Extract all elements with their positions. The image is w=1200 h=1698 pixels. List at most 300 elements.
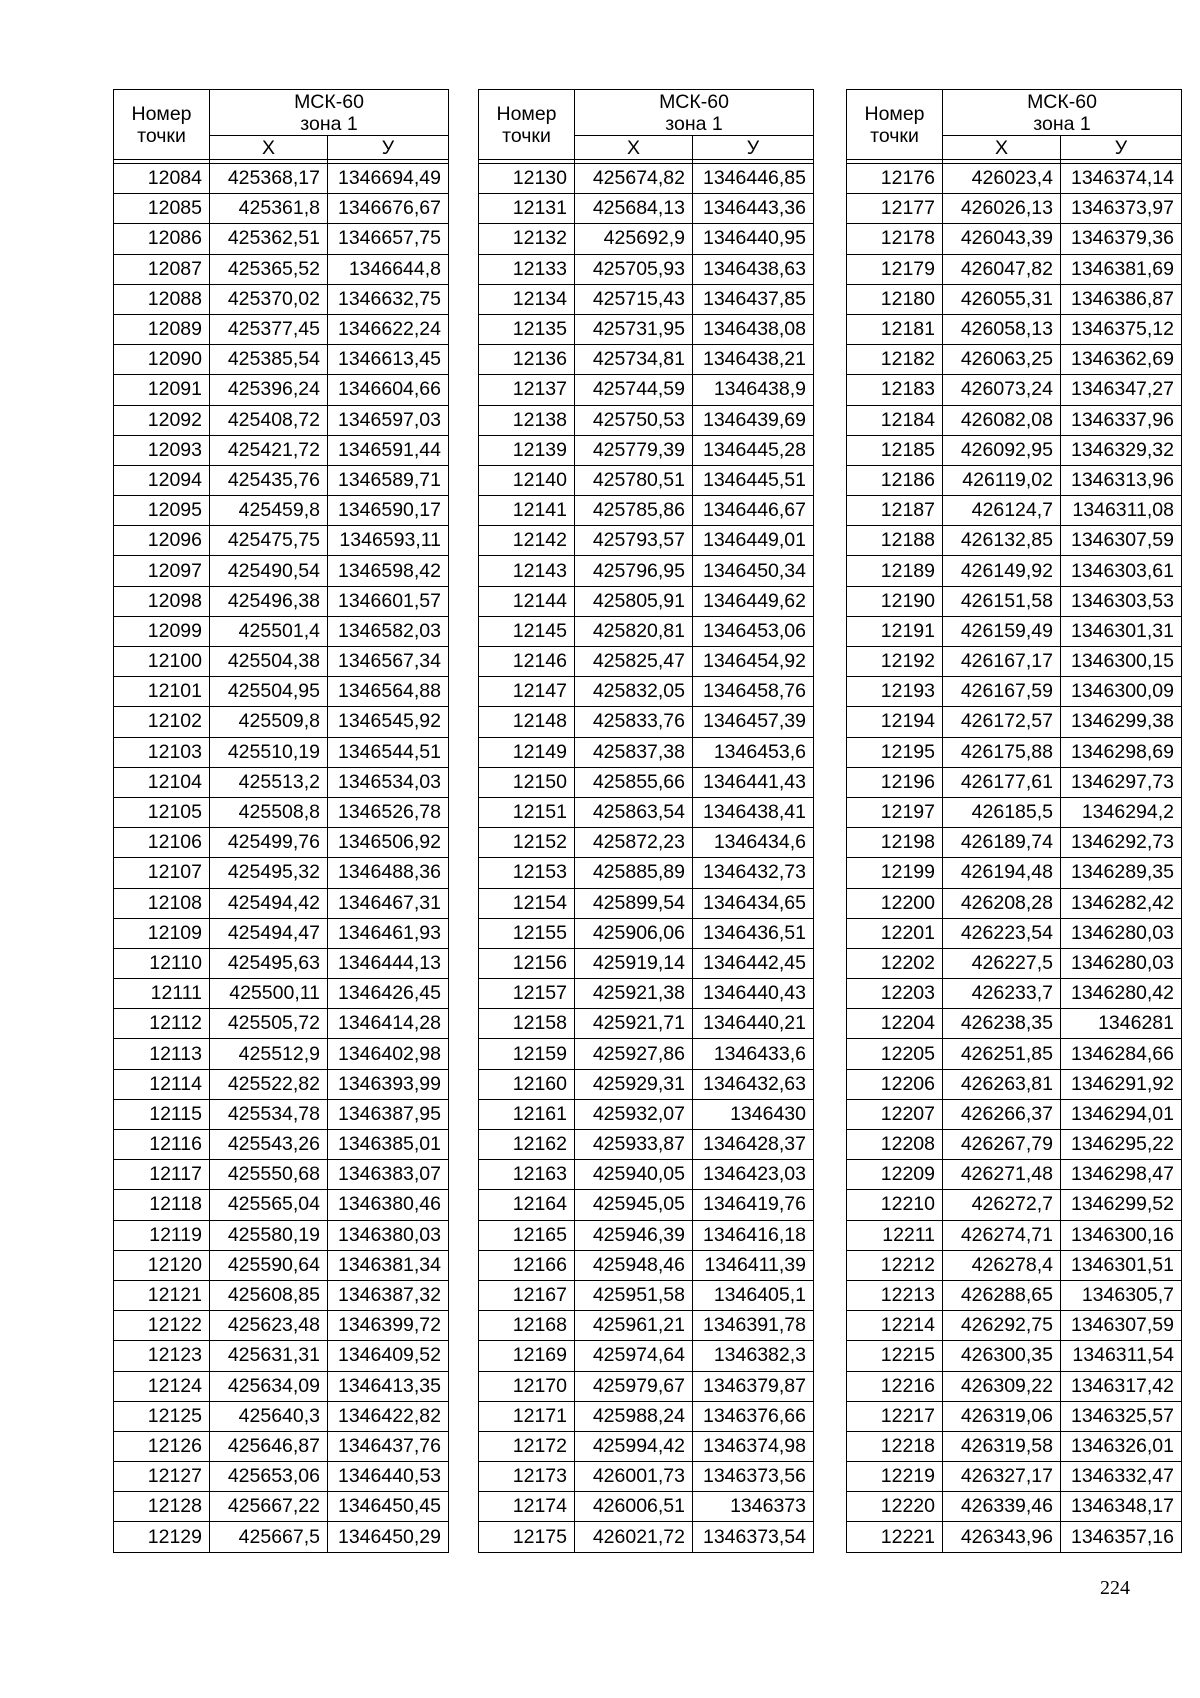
table-row [847,1190,1182,1220]
x-coordinate-cell: 425779,39 [575,435,693,465]
x-coordinate-cell: 425504,95 [210,677,328,707]
y-coordinate-cell: 1346280,03 [1061,918,1182,948]
x-coordinate-cell: 426006,51 [575,1492,693,1522]
point-number-cell: 12219 [847,1462,943,1492]
x-coordinate-cell: 426124,7 [943,496,1061,526]
table-row [847,164,1182,194]
point-number-cell: 12141 [479,496,575,526]
x-coordinate-cell: 426274,71 [943,1220,1061,1250]
y-coordinate-cell: 1346373 [693,1492,814,1522]
table-row [847,888,1182,918]
x-coordinate-cell: 425940,05 [575,1160,693,1190]
table-row [479,737,814,767]
x-coordinate-cell: 425608,85 [210,1280,328,1310]
table-row [114,405,449,435]
y-coordinate-cell: 1346438,41 [693,797,814,827]
point-number-cell: 12204 [847,1009,943,1039]
table-row [479,979,814,1009]
table-row [847,254,1182,284]
y-coordinate-cell: 1346385,01 [328,1130,449,1160]
point-number-cell: 12094 [114,465,210,495]
y-coordinate-cell: 1346301,31 [1061,616,1182,646]
point-number-cell: 12120 [114,1250,210,1280]
x-coordinate-cell: 426159,49 [943,616,1061,646]
y-coordinate-cell: 1346292,73 [1061,828,1182,858]
x-coordinate-cell: 425832,05 [575,677,693,707]
table-row [479,284,814,314]
y-coordinate-cell: 1346291,92 [1061,1069,1182,1099]
table-row [479,616,814,646]
x-coordinate-cell: 425653,06 [210,1462,328,1492]
table-row [847,496,1182,526]
x-coordinate-cell: 426021,72 [575,1522,693,1552]
x-coordinate-cell: 425459,8 [210,496,328,526]
point-number-cell: 12097 [114,556,210,586]
table-row [847,979,1182,1009]
y-coordinate-cell: 1346598,42 [328,556,449,586]
y-coordinate-cell: 1346590,17 [328,496,449,526]
y-coordinate-cell: 1346300,16 [1061,1220,1182,1250]
x-column-header: Х [210,136,328,160]
table-row [847,1039,1182,1069]
point-number-cell: 12085 [114,194,210,224]
point-number-cell: 12109 [114,918,210,948]
x-coordinate-cell: 425715,43 [575,284,693,314]
table-row [479,465,814,495]
y-column-header: У [693,136,814,160]
point-number-cell: 12139 [479,435,575,465]
table-row [847,1069,1182,1099]
table-row [847,647,1182,677]
y-coordinate-cell: 1346393,99 [328,1069,449,1099]
x-coordinate-cell: 426263,81 [943,1069,1061,1099]
table-row [479,1341,814,1371]
x-coordinate-cell: 426026,13 [943,194,1061,224]
point-number-cell: 12091 [114,375,210,405]
point-number-cell: 12151 [479,797,575,827]
table-row [114,556,449,586]
point-number-cell: 12174 [479,1492,575,1522]
table-row [847,224,1182,254]
point-number-cell: 12166 [479,1250,575,1280]
point-number-cell: 12221 [847,1522,943,1552]
point-number-cell: 12104 [114,767,210,797]
point-number-header: Номер точки [479,90,575,160]
y-coordinate-cell: 1346449,62 [693,586,814,616]
y-coordinate-cell: 1346694,49 [328,164,449,194]
y-coordinate-cell: 1346289,35 [1061,858,1182,888]
x-coordinate-cell: 425674,82 [575,164,693,194]
point-number-cell: 12211 [847,1220,943,1250]
y-coordinate-cell: 1346450,45 [328,1492,449,1522]
table-row [114,1009,449,1039]
x-coordinate-cell: 425921,38 [575,979,693,1009]
x-coordinate-cell: 425948,46 [575,1250,693,1280]
y-coordinate-cell: 1346438,21 [693,345,814,375]
y-coordinate-cell: 1346437,85 [693,284,814,314]
point-number-cell: 12090 [114,345,210,375]
y-coordinate-cell: 1346337,96 [1061,405,1182,435]
x-coordinate-cell: 425667,22 [210,1492,328,1522]
y-coordinate-cell: 1346402,98 [328,1039,449,1069]
y-coordinate-cell: 1346453,06 [693,616,814,646]
y-coordinate-cell: 1346284,66 [1061,1039,1182,1069]
x-coordinate-cell: 425705,93 [575,254,693,284]
point-number-cell: 12140 [479,465,575,495]
y-coordinate-cell: 1346432,63 [693,1069,814,1099]
y-coordinate-cell: 1346428,37 [693,1130,814,1160]
y-coordinate-cell: 1346301,51 [1061,1250,1182,1280]
point-number-cell: 12167 [479,1280,575,1310]
x-coordinate-cell: 426194,48 [943,858,1061,888]
x-column-header: Х [943,136,1061,160]
y-coordinate-cell: 1346383,07 [328,1160,449,1190]
table-row [114,586,449,616]
table-row [479,707,814,737]
x-coordinate-cell: 426151,58 [943,586,1061,616]
point-number-cell: 12199 [847,858,943,888]
x-coordinate-cell: 426177,61 [943,767,1061,797]
y-coordinate-cell: 1346422,82 [328,1401,449,1431]
x-coordinate-cell: 425385,54 [210,345,328,375]
y-coordinate-cell: 1346440,95 [693,224,814,254]
x-coordinate-cell: 425855,66 [575,767,693,797]
table-row [114,707,449,737]
table-row [479,405,814,435]
point-number-cell: 12183 [847,375,943,405]
x-coordinate-cell: 425945,05 [575,1190,693,1220]
table-row [847,707,1182,737]
point-number-cell: 12159 [479,1039,575,1069]
point-number-cell: 12084 [114,164,210,194]
y-coordinate-cell: 1346294,01 [1061,1099,1182,1129]
point-number-cell: 12103 [114,737,210,767]
table-row [847,828,1182,858]
table-row [479,1311,814,1341]
point-number-cell: 12119 [114,1220,210,1250]
point-number-cell: 12129 [114,1522,210,1552]
y-coordinate-cell: 1346445,51 [693,465,814,495]
y-coordinate-cell: 1346373,97 [1061,194,1182,224]
point-number-cell: 12209 [847,1160,943,1190]
y-coordinate-cell: 1346457,39 [693,707,814,737]
y-coordinate-cell: 1346601,57 [328,586,449,616]
point-number-cell: 12125 [114,1401,210,1431]
table-row [114,1280,449,1310]
point-number-cell: 12107 [114,858,210,888]
point-number-cell: 12197 [847,797,943,827]
point-number-cell: 12177 [847,194,943,224]
y-coordinate-cell: 1346295,22 [1061,1130,1182,1160]
point-number-cell: 12161 [479,1099,575,1129]
point-number-cell: 12113 [114,1039,210,1069]
x-coordinate-cell: 425543,26 [210,1130,328,1160]
page-number: 224 [1100,1577,1130,1599]
y-coordinate-cell: 1346347,27 [1061,375,1182,405]
x-coordinate-cell: 426233,7 [943,979,1061,1009]
x-coordinate-cell: 425927,86 [575,1039,693,1069]
y-coordinate-cell: 1346441,43 [693,767,814,797]
y-coordinate-cell: 1346440,43 [693,979,814,1009]
table-row [479,345,814,375]
table-row [114,1250,449,1280]
coordinate-system-header: МСК-60 зона 1 [943,90,1182,136]
table-row [847,526,1182,556]
table-row [479,767,814,797]
table-row [479,526,814,556]
point-number-cell: 12123 [114,1341,210,1371]
y-coordinate-cell: 1346438,08 [693,314,814,344]
point-number-cell: 12112 [114,1009,210,1039]
table-row [847,767,1182,797]
table-row [114,616,449,646]
point-number-cell: 12146 [479,647,575,677]
table-row [847,314,1182,344]
x-coordinate-cell: 426208,28 [943,888,1061,918]
x-coordinate-cell: 425490,54 [210,556,328,586]
y-coordinate-cell: 1346374,14 [1061,164,1182,194]
y-coordinate-cell: 1346299,52 [1061,1190,1182,1220]
x-coordinate-cell: 425505,72 [210,1009,328,1039]
point-number-cell: 12145 [479,616,575,646]
table-row [114,677,449,707]
y-coordinate-cell: 1346380,46 [328,1190,449,1220]
y-coordinate-cell: 1346439,69 [693,405,814,435]
x-coordinate-cell: 426063,25 [943,345,1061,375]
y-coordinate-cell: 1346604,66 [328,375,449,405]
point-number-cell: 12164 [479,1190,575,1220]
x-coordinate-cell: 425510,19 [210,737,328,767]
y-coordinate-cell: 1346461,93 [328,918,449,948]
point-number-cell: 12217 [847,1401,943,1431]
y-coordinate-cell: 1346298,47 [1061,1160,1182,1190]
table-row [847,1160,1182,1190]
y-coordinate-cell: 1346534,03 [328,767,449,797]
table-row [114,1341,449,1371]
x-coordinate-cell: 426319,06 [943,1401,1061,1431]
table-row [114,1130,449,1160]
x-coordinate-cell: 425634,09 [210,1371,328,1401]
x-coordinate-cell: 425362,51 [210,224,328,254]
y-coordinate-cell: 1346567,34 [328,647,449,677]
x-coordinate-cell: 425370,02 [210,284,328,314]
table-row [847,465,1182,495]
coordinates-table-1 [113,89,449,1553]
point-number-cell: 12114 [114,1069,210,1099]
y-coordinate-cell: 1346307,59 [1061,526,1182,556]
point-number-cell: 12155 [479,918,575,948]
x-coordinate-cell: 425590,64 [210,1250,328,1280]
point-number-cell: 12136 [479,345,575,375]
x-coordinate-cell: 425435,76 [210,465,328,495]
x-coordinate-cell: 425509,8 [210,707,328,737]
y-coordinate-cell: 1346375,12 [1061,314,1182,344]
y-coordinate-cell: 1346374,98 [693,1431,814,1461]
table-row [479,1039,814,1069]
point-number-cell: 12089 [114,314,210,344]
x-column-header: Х [575,136,693,160]
y-coordinate-cell: 1346450,34 [693,556,814,586]
point-number-cell: 12087 [114,254,210,284]
x-coordinate-cell: 425921,71 [575,1009,693,1039]
y-coordinate-cell: 1346437,76 [328,1431,449,1461]
x-coordinate-cell: 425837,38 [575,737,693,767]
x-coordinate-cell: 425951,58 [575,1280,693,1310]
table-row [847,797,1182,827]
y-coordinate-cell: 1346644,8 [328,254,449,284]
point-number-cell: 12101 [114,677,210,707]
x-coordinate-cell: 426251,85 [943,1039,1061,1069]
y-coordinate-cell: 1346458,76 [693,677,814,707]
point-number-cell: 12099 [114,616,210,646]
y-coordinate-cell: 1346379,87 [693,1371,814,1401]
y-coordinate-cell: 1346298,69 [1061,737,1182,767]
y-coordinate-cell: 1346467,31 [328,888,449,918]
y-coordinate-cell: 1346373,54 [693,1522,814,1552]
x-coordinate-cell: 425550,68 [210,1160,328,1190]
point-number-cell: 12208 [847,1130,943,1160]
table-row [479,1522,814,1552]
y-coordinate-cell: 1346294,2 [1061,797,1182,827]
y-coordinate-cell: 1346381,34 [328,1250,449,1280]
table-row [847,405,1182,435]
point-number-cell: 12115 [114,1099,210,1129]
table-row [479,828,814,858]
point-number-cell: 12148 [479,707,575,737]
point-number-cell: 12181 [847,314,943,344]
point-number-cell: 12176 [847,164,943,194]
x-coordinate-cell: 425833,76 [575,707,693,737]
table-row [847,586,1182,616]
y-coordinate-cell: 1346280,42 [1061,979,1182,1009]
y-coordinate-cell: 1346545,92 [328,707,449,737]
table-row [114,164,449,194]
point-number-cell: 12160 [479,1069,575,1099]
table-row [479,1099,814,1129]
y-coordinate-cell: 1346311,54 [1061,1341,1182,1371]
y-coordinate-cell: 1346303,53 [1061,586,1182,616]
x-coordinate-cell: 425979,67 [575,1371,693,1401]
y-coordinate-cell: 1346411,39 [693,1250,814,1280]
point-number-cell: 12121 [114,1280,210,1310]
y-coordinate-cell: 1346445,28 [693,435,814,465]
x-coordinate-cell: 425946,39 [575,1220,693,1250]
point-number-cell: 12170 [479,1371,575,1401]
table-row [114,1069,449,1099]
x-coordinate-cell: 425513,2 [210,767,328,797]
y-coordinate-cell: 1346622,24 [328,314,449,344]
point-number-cell: 12191 [847,616,943,646]
table-row [479,647,814,677]
table-row [479,1371,814,1401]
point-number-cell: 12137 [479,375,575,405]
y-coordinate-cell: 1346325,57 [1061,1401,1182,1431]
y-coordinate-cell: 1346676,67 [328,194,449,224]
y-coordinate-cell: 1346582,03 [328,616,449,646]
x-coordinate-cell: 425500,11 [210,979,328,1009]
table-row [847,948,1182,978]
x-coordinate-cell: 426319,58 [943,1431,1061,1461]
point-number-cell: 12093 [114,435,210,465]
x-coordinate-cell: 426327,17 [943,1462,1061,1492]
x-coordinate-cell: 425744,59 [575,375,693,405]
table-row [847,1220,1182,1250]
point-number-cell: 12216 [847,1371,943,1401]
y-coordinate-cell: 1346379,36 [1061,224,1182,254]
table-row [847,1099,1182,1129]
y-coordinate-cell: 1346348,17 [1061,1492,1182,1522]
y-column-header: У [328,136,449,160]
x-coordinate-cell: 426047,82 [943,254,1061,284]
point-number-cell: 12175 [479,1522,575,1552]
x-coordinate-cell: 426082,08 [943,405,1061,435]
table-row [114,526,449,556]
point-number-cell: 12127 [114,1462,210,1492]
table-row [114,224,449,254]
table-row [479,1190,814,1220]
table-row [847,1250,1182,1280]
x-coordinate-cell: 425631,31 [210,1341,328,1371]
y-coordinate-cell: 1346440,21 [693,1009,814,1039]
y-coordinate-cell: 1346434,65 [693,888,814,918]
x-coordinate-cell: 426132,85 [943,526,1061,556]
point-number-cell: 12193 [847,677,943,707]
y-coordinate-cell: 1346405,1 [693,1280,814,1310]
point-number-cell: 12100 [114,647,210,677]
table-row [847,1009,1182,1039]
point-number-cell: 12203 [847,979,943,1009]
y-coordinate-cell: 1346446,85 [693,164,814,194]
x-coordinate-cell: 425885,89 [575,858,693,888]
point-number-cell: 12162 [479,1130,575,1160]
y-coordinate-cell: 1346454,92 [693,647,814,677]
y-coordinate-cell: 1346593,11 [328,526,449,556]
x-coordinate-cell: 425780,51 [575,465,693,495]
table-row [114,194,449,224]
table-row [479,194,814,224]
point-number-cell: 12186 [847,465,943,495]
table-row [114,1522,449,1552]
point-number-header: Номер точки [847,90,943,160]
y-coordinate-cell: 1346564,88 [328,677,449,707]
y-coordinate-cell: 1346362,69 [1061,345,1182,375]
y-coordinate-cell: 1346386,87 [1061,284,1182,314]
table-row [114,647,449,677]
x-coordinate-cell: 425361,8 [210,194,328,224]
y-coordinate-cell: 1346381,69 [1061,254,1182,284]
table-row [479,858,814,888]
x-coordinate-cell: 425534,78 [210,1099,328,1129]
table-row [114,1311,449,1341]
point-number-cell: 12126 [114,1431,210,1461]
table-row [847,284,1182,314]
table-row [847,737,1182,767]
x-coordinate-cell: 425494,42 [210,888,328,918]
y-coordinate-cell: 1346449,01 [693,526,814,556]
point-number-cell: 12212 [847,1250,943,1280]
point-number-cell: 12147 [479,677,575,707]
coordinates-table-2 [478,89,814,1553]
table-row [114,858,449,888]
y-column-header: У [1061,136,1182,160]
table-row [479,1492,814,1522]
table-row [114,1371,449,1401]
point-number-cell: 12215 [847,1341,943,1371]
y-coordinate-cell: 1346307,59 [1061,1311,1182,1341]
coordinate-system-header: МСК-60 зона 1 [210,90,449,136]
x-coordinate-cell: 425421,72 [210,435,328,465]
point-number-cell: 12116 [114,1130,210,1160]
